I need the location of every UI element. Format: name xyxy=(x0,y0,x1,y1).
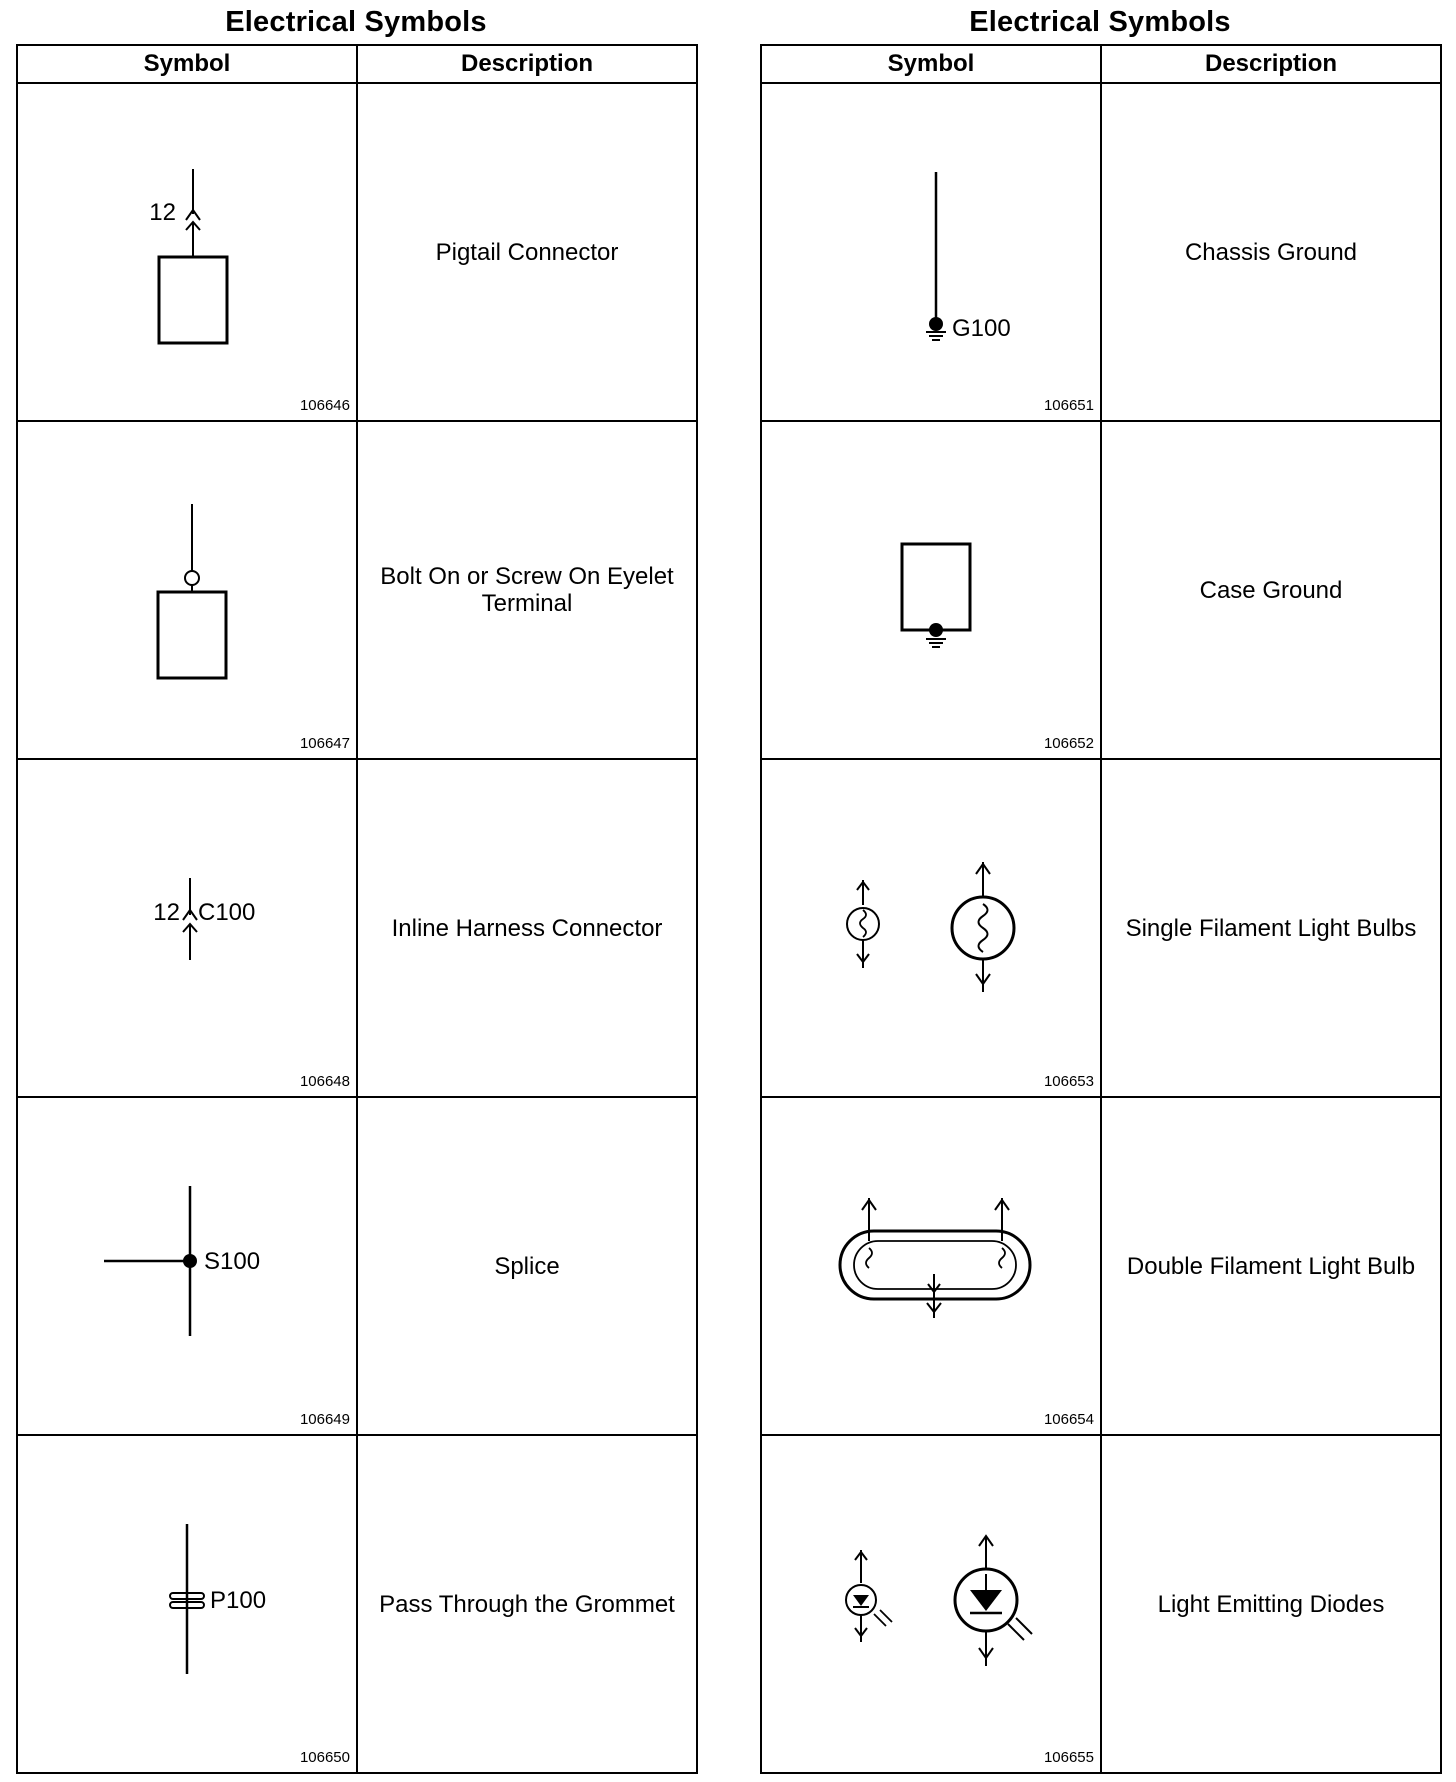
pigtail-connector-icon xyxy=(18,84,354,420)
table-row xyxy=(17,1435,697,1773)
splice-code-label: S100 xyxy=(204,1248,261,1275)
figure-id: 106649 xyxy=(299,1411,350,1428)
figure-id: 106654 xyxy=(1043,1411,1094,1428)
panel-title: Electrical Symbols xyxy=(225,6,487,38)
table-row xyxy=(17,83,697,421)
description-column-header: Description xyxy=(357,45,697,83)
symbol-cell xyxy=(17,759,357,1097)
table-row xyxy=(761,83,1441,421)
table-row xyxy=(761,759,1441,1097)
description-cell: Case Ground xyxy=(1101,421,1441,759)
inline-harness-connector-icon xyxy=(18,760,354,1096)
ground-code-label: G100 xyxy=(952,315,1011,342)
grommet-code-label: P100 xyxy=(210,1587,267,1614)
case-ground-icon xyxy=(762,422,1098,758)
table-header-row xyxy=(17,45,697,83)
symbol-cell xyxy=(17,1435,357,1773)
splice-icon xyxy=(18,1098,354,1434)
figure-id: 106652 xyxy=(1043,735,1094,752)
symbol-cell xyxy=(17,1097,357,1435)
figure-id: 106647 xyxy=(299,735,350,752)
figure-id: 106651 xyxy=(1043,397,1094,414)
table-row xyxy=(761,421,1441,759)
symbol-cell xyxy=(761,83,1101,421)
figure-id: 106653 xyxy=(1043,1073,1094,1090)
description-cell: Single Filament Light Bulbs xyxy=(1101,759,1441,1097)
description-cell: Chassis Ground xyxy=(1101,83,1441,421)
symbol-cell xyxy=(761,421,1101,759)
panel-title: Electrical Symbols xyxy=(969,6,1231,38)
double-filament-bulb-icon xyxy=(762,1098,1098,1434)
description-cell: Light Emitting Diodes xyxy=(1101,1435,1441,1773)
table-row xyxy=(17,759,697,1097)
table-row xyxy=(761,1097,1441,1435)
description-cell: Bolt On or Screw On Eyelet Terminal xyxy=(357,421,697,759)
description-cell: Pass Through the Grommet xyxy=(357,1435,697,1773)
symbol-cell xyxy=(761,759,1101,1097)
description-cell: Inline Harness Connector xyxy=(357,759,697,1097)
right-symbols-panel xyxy=(760,0,1440,1774)
symbol-cell xyxy=(17,421,357,759)
left-symbols-panel xyxy=(16,0,696,1774)
table-row xyxy=(17,1097,697,1435)
connector-code-label: C100 xyxy=(198,899,256,926)
table-row xyxy=(761,1435,1441,1773)
symbol-column-header: Symbol xyxy=(761,45,1101,83)
figure-id: 106650 xyxy=(299,1749,350,1766)
single-filament-bulb-icon xyxy=(762,760,1098,1096)
figure-id: 106646 xyxy=(299,397,350,414)
pin-number-label: 12 xyxy=(149,199,176,226)
table-row xyxy=(17,421,697,759)
figure-id: 106655 xyxy=(1043,1749,1094,1766)
grommet-icon xyxy=(18,1436,354,1772)
eyelet-terminal-icon xyxy=(18,422,354,758)
pin-number-label: 12 xyxy=(153,899,180,926)
symbol-cell xyxy=(17,83,357,421)
description-cell: Pigtail Connector xyxy=(357,83,697,421)
symbols-table xyxy=(16,44,698,1774)
symbol-cell xyxy=(761,1435,1101,1773)
table-header-row xyxy=(761,45,1441,83)
description-column-header: Description xyxy=(1101,45,1441,83)
symbols-table xyxy=(760,44,1442,1774)
chassis-ground-icon xyxy=(762,84,1098,420)
symbol-cell xyxy=(761,1097,1101,1435)
symbol-column-header: Symbol xyxy=(17,45,357,83)
description-cell: Splice xyxy=(357,1097,697,1435)
figure-id: 106648 xyxy=(299,1073,350,1090)
led-icon xyxy=(762,1436,1098,1772)
description-cell: Double Filament Light Bulb xyxy=(1101,1097,1441,1435)
